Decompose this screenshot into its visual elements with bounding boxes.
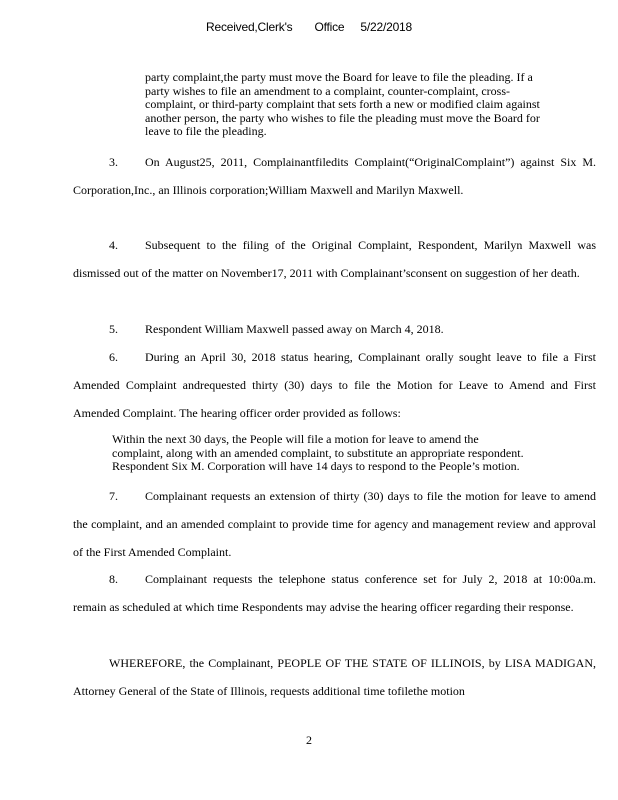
office-label: Office — [314, 20, 345, 34]
paragraph-7 — [73, 482, 596, 566]
paragraph-number: 3. — [109, 155, 118, 169]
paragraph-3 — [73, 148, 596, 204]
received-label: Received,Clerk's — [206, 20, 293, 34]
received-stamp-header — [0, 20, 618, 34]
paragraph-number: 4. — [109, 238, 118, 252]
paragraph-number: 6. — [109, 350, 118, 364]
page-number: 2 — [306, 733, 312, 747]
paragraph-text: During an April 30, 2018 status hearing, Complainant orally sought leave to file a First Amended Complaint andrequested thirty (30) days to file the Motion for Leave to Amend and First Amended Complaint. The hearing officer order provided as follows: — [73, 350, 596, 420]
block-quote-rule: party complaint,the party must move the Board for leave to file the pleading. If a party wishes to file an amendment to a complaint, counter-complaint, cross-complaint, or third-party complaint that sets forth a new or modified claim against another person, the party who wishes to file the pleading must move the Board for leave to file the pleading. — [145, 70, 540, 139]
received-date: 5/22/2018 — [360, 20, 412, 34]
paragraph-text: Respondent William Maxwell passed away on March 4, 2018. — [145, 322, 444, 336]
paragraph-text: Subsequent to the filing of the Original Complaint, Respondent, Marilyn Maxwell was dismissed out of the matter on November17, 2011 with Complainant’sconsent on suggestion of her death. — [73, 238, 596, 280]
block-quote-order: Within the next 30 days, the People will file a motion for leave to amend the complaint, along with an amended complaint, to substitute an appropriate respondent. Respondent Six M. Corporation will have 14 days to respond to the People’s motion. — [112, 432, 524, 474]
paragraph-5 — [73, 315, 596, 343]
wherefore-paragraph — [73, 649, 596, 705]
paragraph-number: 5. — [109, 322, 118, 336]
paragraph-6 — [73, 343, 596, 427]
paragraph-text: On August25, 2011, Complainantfiledits Complaint(“OriginalComplaint”) against Six M. Corporation,Inc., an Illinois corporation;William Maxwell and Marilyn Maxwell. — [73, 155, 596, 197]
paragraph-text: Complainant requests an extension of thirty (30) days to file the motion for leave to amend the complaint, and an amended complaint to provide time for agency and management review and approval of the First Amended Complaint. — [73, 489, 596, 559]
paragraph-text: Complainant requests the telephone status conference set for July 2, 2018 at 10:00a.m. remain as scheduled at which time Respondents may advise the hearing officer regarding their response. — [73, 572, 596, 614]
paragraph-number: 8. — [109, 572, 118, 586]
paragraph-8 — [73, 565, 596, 621]
paragraph-4 — [73, 231, 596, 287]
paragraph-number: 7. — [109, 489, 118, 503]
wherefore-text: WHEREFORE, the Complainant, PEOPLE OF THE STATE OF ILLINOIS, by LISA MADIGAN, Attorney General of the State of Illinois, requests additional time tofilethe motion — [73, 656, 596, 698]
